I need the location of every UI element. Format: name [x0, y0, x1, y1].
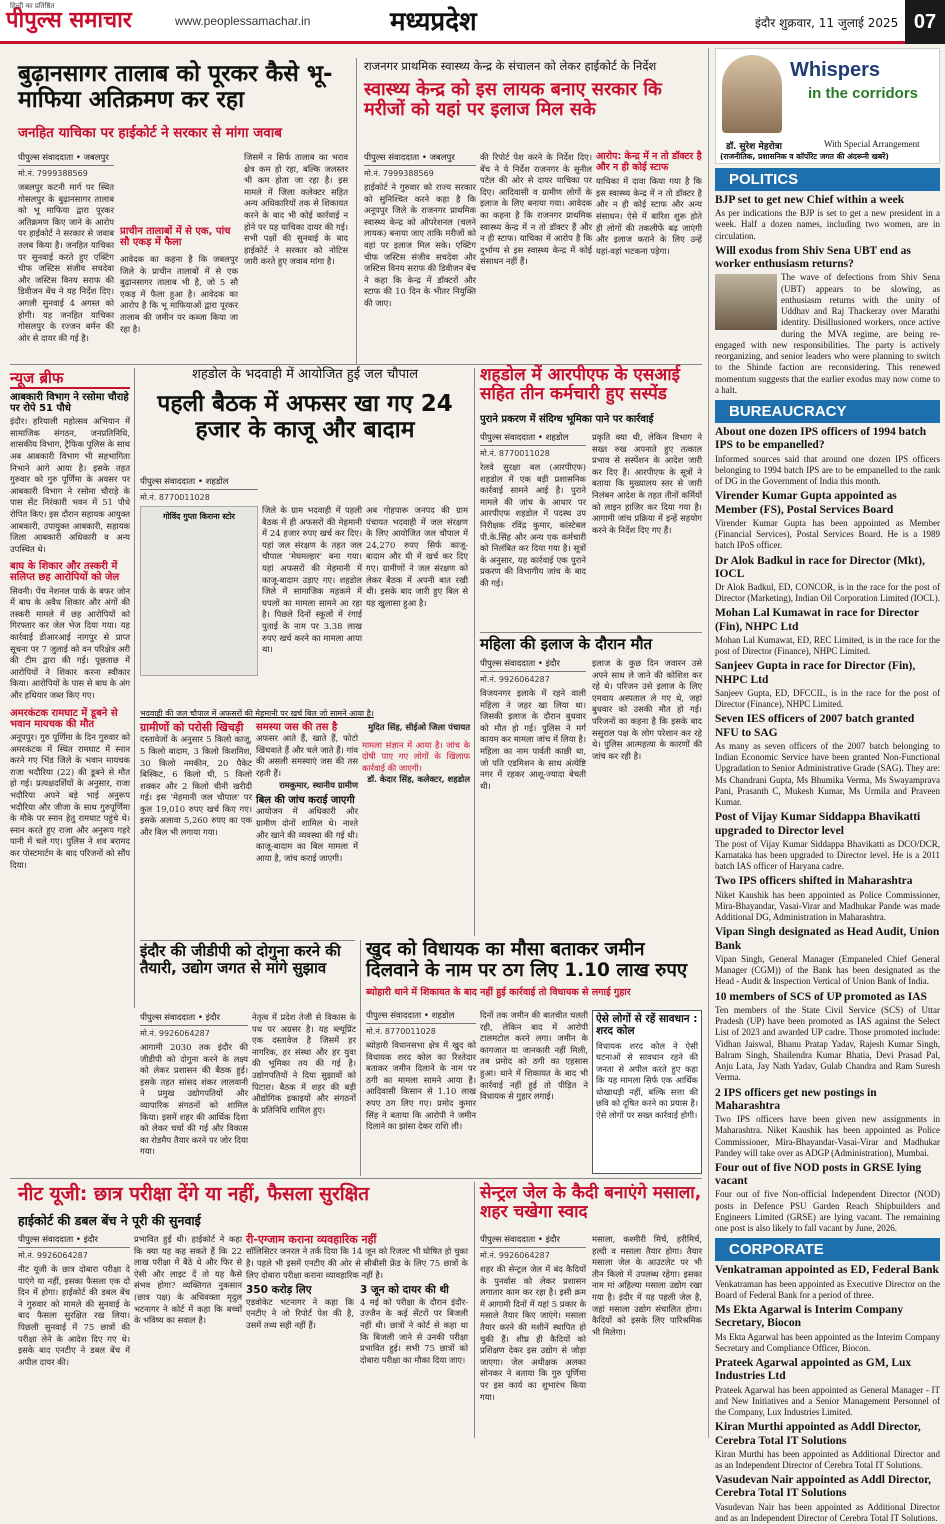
a2-kicker: राजनगर प्राथमिक स्वास्थ्य केन्द्र के संचालन को लेकर हाईकोर्ट के निर्देश [364, 59, 657, 73]
a2-headline: स्वास्थ्य केन्द्र को इस लायक बनाए सरकार कि मरीजों को यहां पर इलाज मिल सके [364, 79, 662, 121]
a8-deck: हाईकोर्ट की डबल बेंच ने पूरी की सुनवाई [18, 1213, 201, 1228]
a5-col1: पीपुल्स संवाददाता • इंदौर मो.नं. 9926064287 विजयनगर इलाके में रहने वाली महिला ने जहर खा लिया था। जिसकी इलाज के दौरान बुधवार को मौत हो गई। पुलिस ने मर्ग कायम कर मामला जांच में लिया है। महिला का नाम पार्वती काछी था, जो पति एडमिशन के साथ अंत्येष्टि नगर में रहकर आशू-ज्यादा बेचती थी। [480, 659, 586, 791]
court-gavel-photo [120, 152, 237, 222]
a6-col1: पीपुल्स संवाददाता • इंदौर मो.नं. 9926064287 आगामी 2030 तक इंदौर की जीडीपी को दोगुना करने के लक्ष्य को लेकर प्रशासन की बैठक हुई। इसके तहत सांसद शंकर लालवानी ने प्रमुख उद्योगपतियों और व्यापारिक संगठनों को शामिल किया। इसमें शहर की आर्थिक दिशा को लेकर चर्चा की गई और विकास का रोडमैप तैयार करने पर जोर दिया गया। [140, 1013, 248, 1157]
a8-col1: पीपुल्स संवाददाता • इंदौर मो.नं. 9926064287 नीट यूजी के छात्र दोबारा परीक्षा दे पाएंगे या नहीं, इसका फैसला एक दो दिन में होगा। हाईकोर्ट की डबल बेंच ने गुरुवार को मामले की सुनवाई के बाद फैसला सुरक्षित रख लिया। पिछली सुनवाई में 75 छात्रों की परीक्षा लेने के आदेश दिए गए थे। इसके बाद एनटीए ने डबल बेंच में अपील दायर की। [18, 1235, 130, 1367]
a3-headline: पहली बैठक में अफसर खा गए 24 हजार के काजू और बादाम [157, 391, 453, 443]
a3-box-khichdi: ग्रामीणों को परोसी खिचड़ी दस्तावेजों के अनुसार 5 किलो काजू, 5 किलो बादाम, 3 किलो किशमिश, 30 किलो नमकीन, 20 पैकेट बिस्किट, 6 किलो घी, 5 किलो शक्कर और 2 किलो चीनी खरीदी गई। इस 'मेहमानी जल चौपाल' पर कुल 19,010 रुपए खर्च किए गए। इसके अलावा 5,260 रुपए का एक और बिल भी लगाया गया। [140, 721, 252, 838]
a5-headline: महिला की इलाज के दौरान मौत [480, 632, 702, 653]
bill-receipt-photo: गोविंद गुप्ता किराना स्टोर [140, 506, 258, 676]
columnist-photo [722, 55, 782, 133]
byline: पीपुल्स संवाददाता • जबलपुर [18, 152, 114, 166]
a7-headline: खुद को विधायक का मौसा बताकर जमीन दिलवाने के नाम पर ठग लिए 1.10 लाख रुपए [366, 939, 688, 981]
a3-col1: पीपुल्स संवाददाता • शहडोल मो.नं. 8770011028 गोविंद गुप्ता किराना स्टोर [140, 476, 258, 706]
a9-col2: मसाला, कश्मीरी मिर्च, हरीमिर्च, हल्दी व मसाला तैयार होगा। तैयार मसाला जेल के आउटलेट पर भी तीन किलो में उपलब्ध रहेगा। इसका नाम मां अहिल्या मसाला उद्योग रखा गया है। इंदौर में यह पहली जेल है, जहां मसाला उद्योग संचालित होगा। कैदियों को इसके लिए पारिश्रमिक भी मिलेगा। [592, 1234, 702, 1337]
masthead [0, 0, 945, 44]
website-url: www.peoplessamachar.in [175, 14, 311, 28]
newspaper-logo: हिन्दी का प्रतिष्ठित पीपुल्स समाचार [6, 2, 132, 33]
section-title: मध्यप्रदेश [390, 7, 477, 37]
a4-headline: शहडोल में आरपीएफ के एसआई सहित तीन कर्मचारी हुए सस्पेंड [480, 365, 681, 405]
a3-col3: अब गोहपारू जनपद की ग्राम पंचायत भदवाही में जल संरक्षण के लिए आयोजित जल चौपाल में 24,270 रुपए सिर्फ काजू-बादाम और घी में खर्च कर दिए गए। ग्रामीणों ने जल संरक्षण को लेकर बैठक में अपनी बात रखी थी। इसके बाद जारी हुए बिल से यह खुलासा हुआ है। [366, 505, 468, 608]
a3-col2: जिले के ग्राम भदवाही में पहली बैठक में ही अफसरों की मेहमानी में 24 हजार रुपए खर्च कर दिए। यहां जल संरक्षण के तहत जल चौपाल 'मेघमल्हार' बना गया। यहां अफसरों की मेहमानी में काजू-बादाम उड़ाए गए। शहडोल जिले में सामाजिक महकमे में घपलों का मामला सामने आ रहा है। पिछले दिनों स्कूलों में रंगाई पुताई के नाम पर 3.38 लाख रुपए खर्च करने का मामला आया था। [262, 505, 362, 655]
a3-box-quotes: समस्या जस की तस है अफसर आते हैं, खाते हैं, फोटो खिंचवाते हैं और चले जाते हैं। गांव की असली समस्याएं जस की तस रहती हैं। रामकुमार, स्थानीय ग्रामीण बिल की जांच कराई जाएगी आयोजन में अधिकारी और ग्रामीण दोनों शामिल थे। नाश्ते और खाने की व्यवस्था की गई थी। काजू-बादाम का बिल मामला में आया है, जांच कराई जाएगी। [256, 722, 358, 863]
a5-col2: इलाज के कुछ दिन जवारन उसे अपने साथ ले जाने की कोशिश कर रहे थे। परिजन उसे इलाज के लिए एमवाय अस्पताल ले गए थे, जहां बुधवार को उसकी मौत हो गई। परिजनों का कहना है कि इसके बाद ससुराल पक्ष के लोग परेशान कर रहे थे। पुलिस आत्महत्या के कारणों की जांच कर रही है। [592, 658, 702, 761]
whispers-title: Whispers [790, 59, 881, 81]
a3-caption: भदवाही की जल चौपाल में अफसरों की मेहमानी पर खर्च बिल जो सामने आया है। [140, 709, 374, 718]
a7-mla-box: ऐसे लोगों से रहें सावधान : शरद कोल विधायक शरद कोल ने ऐसी घटनाओं से सावधान रहने की जनता से अपील करते हुए कहा कि यह मामला सिर्फ एक आर्थिक धोखाधड़ी नहीं, बल्कि सत्ता की छवि को दूषित करने का प्रयास है। ऐसे लोगों पर सख्त कार्रवाई होगी। [592, 1010, 702, 1174]
a1-col3: जिसमें न सिर्फ तालाब का भराव क्षेत्र कम हो रहा, बल्कि जलस्तर भी कम होता जा रहा है। इस मामले में जिला कलेक्टर सहित अन्य अधिकारियों तक से शिकायत करने के बाद भी कोई कार्रवाई न होने पर यह याचिका दायर की गई। सभी पक्षों की सुनवाई के बाद हाईकोर्ट ने सरकार को नोटिस जारी करते हुए जवाब मांगा है। [244, 152, 348, 267]
page-number: 07 [905, 0, 945, 44]
a1-photo-caption: प्राचीन तालाबों में से एक, पांच सौ एकड़ में फैला [120, 226, 231, 249]
a8-col2: प्रभावित हुई थी। हाईकोर्ट ने कहा कि क्या यह कह सकते हैं कि 22 लाख परीक्षा में बैठे थे और फिर से ऐसी और लाइट दें तो यह कैसे संभव होगा? व्यक्तिगत नुकसान (छात्र पक्ष) के अधिवक्ता मृदुल भटनागर ने कोर्ट में कहा कि बच्चों के भविष्य का सवाल है। [134, 1234, 242, 1326]
a1-col1 [18, 152, 114, 362]
columnist-name: डॉ. सुरेश मेहरोत्रा [726, 142, 782, 152]
a1-col2: आवेदक का कहना है कि जबलपुर जिले के प्राचीन तालाबों में से एक बुढ़ानसागर तालाब भी है, जो 5 सौ एकड़ में फैला हुआ है। आवेदक का आरोप है कि भू माफियाओं द्वारा पूरकर तालाब की जमीन पर कब्जा किया जा रहा है। [120, 254, 238, 334]
a7-col1: पीपुल्स संवाददाता • शहडोल मो.नं. 8770011028 ब्योहारी विधानसभा क्षेत्र में खुद को विधायक शरद कोल का रिश्तेदार बताकर जमीन दिलाने के नाम पर ठगी का मामला सामने आया है। आदिवासी किसान से 1.10 लाख रुपए ठग लिए गए। प्रमोद कुमार सिंह ने बताया कि आरोपी ने जमीन दिलाने का झांसा देकर राशि ली। [366, 1011, 476, 1132]
a4-deck: पुराने प्रकरण में संदिग्ध भूमिका पाने पर कार्रवाई [480, 414, 654, 425]
corporate-heading: CORPORATE [715, 1238, 940, 1261]
a2-col2: की रिपोर्ट पेश करने के निर्देश दिए। बेंच ने ये निर्देश राजनगर के सुनील पटेल की ओर से दायर याचिका पर दिए। आदिवासी व ग्रामीण लोगों के इलाज के लिए बनाया गया। आवेदक का कहना है कि राजनगर प्राथमिक स्वास्थ्य केन्द्र में न तो डॉक्टर हैं और न ही स्टाफ। याचिका में आरोप है कि दुर्भाग्य से इस स्वास्थ्य केन्द्र में कोई संसाधन नहीं हैं। [480, 152, 592, 267]
a6-col2: नेतृत्व में प्रदेश तेजी से विकास के पथ पर अग्रसर है। यह ब्ल्यूप्रिंट एक दस्तावेज है जिसमें हर नागरिक, हर संस्था और हर युवा की भूमिका तय की गई है। उद्योगपतियों ने दिया सुझावों को पिटारा। बैठक में शहर की बड़ी औद्योगिक इकाइयों और संगठनों के प्रतिनिधि शामिल हुए। [252, 1012, 356, 1115]
uddhav-photo [715, 274, 777, 330]
a4-col1: पीपुल्स संवाददाता • शहडोल मो.नं. 8770011028 रेलवे सुरक्षा बल (आरपीएफ) शहडोल में एक बड़ी प्रशासनिक कार्रवाई सामने आई है। पुराने मामले की जांच के आधार पर आरपीएफ शहडोल में पदस्थ उप निरीक्षक रविंद्र कुमार, कांस्टेबल पी.के.सिंह और अन्य एक कर्मचारी को निलंबित कर दिया गया है। सूत्रों के अनुसार, यह कार्रवाई एक पुराने प्रकरण की विभागीय जांच के बाद की गई। [480, 433, 586, 588]
whispers-banner [715, 48, 940, 164]
article-text: जबलपुर कटनी मार्ग पर स्थित गोसलपुर के बुढ़ानसागर तालाब को भू माफिया द्वारा पूरकर अतिक्रमण किए जाने के आरोप पर हाईकोर्ट ने सरकार से जवाब तलब किया है। जनहित याचिका पर सुनवाई करते हुए एक्टिंग चीफ जस्टिस संजीव सचदेवा और जस्टिस विनय सराफ की डिवीजन बेंच ने यह निर्देश दिए। अगली सुनवाई 4 अगस्त को होगी। यह जनहित याचिका गोसलपुर के रज्जन बर्मन की ओर से दायर की गई है। [18, 182, 114, 343]
news-brief: न्यूज ब्रीफ आबकारी विभाग ने रसोमा चौराहे पर रोपे 51 पौधे इंदौर। हरियाली महोत्सव अभियान में सामाजिक संगठन, जनप्रतिनिधि, शासकीय विभाग, ट्रैफिक पुलिस के साथ अब आबकारी विभाग भी सहभागिता निभाने आगे आया है। इसके तहत गुरुवार को गुरु पूर्णिमा के अवसर पर आबकारी विभाग ने रसोमा चौराहे के पास सेंट निरंकारी भवन में 51 पौधे रोपित किए। इस दौरान सहायक आयुक्त आबकारी, उपायुक्त आबकारी, सहायक जिला आबकारी अधिकारी व अन्य उपस्थित थे। बाघ के शिकार और तस्करी में सलिप्त छह आरोपियों को जेल सिवनी। पेंच नेशनल पार्क के बफर जोन में बाघ के अवैध शिकार और अंगों की तस्करी मामले में छह आरोपियों को गिरफ्तार कर जेल भेज दिया गया। यह कार्रवाई डीआरआई नागपुर से प्राप्त सूचना पर 7 जुलाई को वन परिक्षेत्र अरी की टीम द्वारा की गई। पूछताछ में आरोपियों ने शिकार करना स्वीकार किया। आरोपियों के पास से बाघ के अंग और हथियार जब्त किए गए। अमरकंटक रामघाट में डूबने से भवान मायचक की मौत अनूपपुर। गुरु पूर्णिमा के दिन गुरुवार को अमरकंटक में स्थित रामघाट में स्नान करने गए भिंड जिले के भवान मायचक राजा भदौरिया (22) की डूबने से मौत हो गई। प्रत्यक्षदर्शियों के अनुसार, राजा भदौरिया अपने बड़े भाई अनुरूप भदौरिया और जीजा के साथ गुरुपूर्णिमा के मौके पर स्नान हेतु रामघाट पहुंचे थे। स्नान करते हुए राजा और अनुरूप गहरे पानी में चले गए। पुलिस ने शव बरामद कर पोस्टमार्टम के बाद परिजनों को सौंप दिया। [10, 369, 130, 870]
mobile: मो.नं. 7999388569 [18, 169, 88, 178]
a3-box-collector: मुदित सिंह, सीईओ जिला पंचायत मामला संज्ञान में आया है। जांच के दोषी पाए गए लोगों के खिलाफ कार्रवाई की जाएगी। डॉ. केदार सिंह, कलेक्टर, शहडोल [362, 722, 470, 785]
a8-boxes: री-एग्जाम कराना व्यवहारिक नहीं सॉलिसिटर जनरल ने तर्क दिया कि 14 जून को रिजल्ट भी घोषित हो चुका है। पहले भी इसमें एनटीए की ओर से सीबीसी फ्रेंड के लिए 75 छात्रों के लिए दोबारा परीक्षा कराना व्यावहारिक नहीं है। 350 करोड़ लिए एडवोकेट भटनागर ने कहा कि एनटीए ने जो रिपोर्ट पेश की है, उसमें तथ्य सही नहीं हैं। 3 जून को दायर की थी 4 मई को परीक्षा के दौरान इंदौर-उज्जैन के कई सेंटरों पर बिजली नहीं थी। छात्रों ने कोर्ट से कहा था कि बिजली जाने से उनकी परीक्षा प्रभावित हुई। सभी 75 छात्रों को दोबारा परीक्षा का मौका दिया जाए। [246, 1233, 468, 1365]
a2-col1: पीपुल्स संवाददाता • जबलपुर मो.नं. 7999388569 हाईकोर्ट ने गुरुवार को राज्य सरकार को सुनिश्चित करने कहा है कि अनूपपुर जिले के राजनगर प्राथमिक स्वास्थ्य केन्द्र को ऑपरेशनल (चलने लायक) बनाया जाए ताकि मरीजों को वहां पर इलाज मिल सके। एक्टिंग चीफ जस्टिस संजीव सचदेवा और जस्टिस विनय सराफ की डिवीजन बेंच ने कहा कि केन्द्र में डॉक्टरों और स्टाफ की 10 दिन के भीतर नियुक्ति की जाए। [364, 153, 476, 308]
a7-col2: दिनों तक जमीन की बातचीत चलती रही, लेकिन बाद में आरोपी टालमटोल करने लगा। जमीन के कागजात या जानकारी नहीं मिली, तब प्रमोद को ठगी का एहसास हुआ। थाने में शिकायत के बाद भी कार्रवाई नहीं हुई तो पीड़ित ने विधायक से गुहार लगाई। [480, 1010, 588, 1102]
a9-headline: सेन्ट्रल जेल के कैदी बनाएंगे मसाला, शहर चखेगा स्वाद [480, 1183, 702, 1223]
arrangement-note: With Special Arrangement [824, 139, 920, 149]
a1-deck: जनहित याचिका पर हाईकोर्ट ने सरकार से मांगा जवाब [18, 125, 282, 141]
sidebar-subtitle: (राजनीतिक, प्रशासनिक व कॉर्पोरेट जगत की अंदरूनी खबरें) [720, 152, 889, 161]
a1-headline: बुढ़ानसागर तालाब को पूरकर कैसे भू- माफिया अतिक्रमण कर रहा [18, 61, 333, 113]
a4-col2: प्रकृति क्या थी, लेकिन विभाग ने सख्त रुख अपनाते हुए तत्काल प्रभाव से सस्पेंशन के आदेश जारी कर दिए हैं। आरपीएफ के सूत्रों ने बताया कि मुख्यालय स्तर से जारी निलंबन आदेश के तहत तीनों कर्मियों को लाइन हाजिर कर दिया गया है। आगामी जांच प्रक्रिया में इन्हें सहयोग करने के निर्देश दिए गए हैं। [592, 432, 702, 535]
whispers-sidebar: Whispers in the corridors डॉ. सुरेश मेहरोत्रा With Special Arrangement (राजनीतिक, प्रशासनिक व कॉर्पोरेट जगत की अंदरूनी खबरें) POLITICS BJP set to get new Chief within a week As per indications the BJP is set to get a new president in a week. Half a dozen names, including two women, are in circulation. Will exodus from Shiv Sena UBT end as worker enthusiasm returns? The wave of defections from Shiv Sena (UBT) appears to be slowing, as enthusiasm returns with the unity of Uddhav and Raj Thackeray over Marathi identity. Disillusioned workers, once active during the MVA regime, are being re-engaged with new responsibilities. The party is actively reorganizing, and senior leaders who were planning to switch to the Shinde faction are reconsidering. This renewed momentum suggests that the earlier exodus may now come to a halt. BUREAUCRACY About one dozen IPS officers of 1994 batch IPS to be empanelled? Informed sources said that around one dozen IPS officers belonging to 1994 batch IPS are to be empanelled to the rank of DG in the Government of India this month. Virender Kumar Gupta appointed as Member (FS), Postal Services Board Virender Kumar Gupta has been appointed as Member (Financial Services), Postal Services Board. He is a 1989 batch IPoS officer. Dr Alok Badkul in race for Director (Mkt), IOCL Dr Alok Badkul, ED, CONCOR, is in the race for the post of Director (Marketing), Indian Oil Corporation Limited (IOCL). Mohan Lal Kumawat in race for Director (Fin), NHPC Ltd Mohan Lal Kumawat, ED, REC Limited, is in the race for the post of Director (Finance), NHPC Limited. Sanjeev Gupta in race for Director (Fin), NHPC Ltd Sanjeev Gupta, ED, DFCCIL, is in the race for the post of Director (Finance), NHPC Limited. Seven IES officers of 2007 batch granted NFU to SAG As many as seven officers of the 2007 batch belonging to Indian Economic Service have been granted Non-Functional Upgradation to Senior Administrative Grade (SAG). They are: Ms Chandrani Gupta, Ms Bhumika Verma, Ms Swayamprava Pani, Prasanth C, Mukesh Kumar, Ms Urmila and Praveen Kumar. Post of Vijay Kumar Siddappa Bhavikatti upgraded to Director level The post of Vijay Kumar Siddappa Bhavikatti as DCO/DCR, Karnataka has been upgraded to Director level. He is a 2011 batch IAS officer of Haryana cadre. Two IPS officers shifted in Maharashtra Niket Kaushik has been appointed as Police Commissioner, Mira-Bhayandar, Vasai-Virar and Madhukar Pande was made Additional DG, Administration in Maharashtra. Vipan Singh designated as Head Audit, Union Bank Vipan Singh, General Manager (Empaneled Chief General Manager (CGM)) of the Bank has been designated as the Head - Audit & Inspection Vertical of Union Bank of India. 10 members of SCS of UP promoted as IAS Ten members of the State Civil Service (SCS) of Uttar Pradesh (UP) have been promoted as IAS against the Select List of 2023 and awarded UP cadre. Those promoted include: Vidhan Jaiswal, Bhanu Pratap Yadav, Rajesh Kumar Singh, Balram Singh, Shailendra Kumar Bhatia, Devi Prasad Pal, Anju Lata, Jay Nath Yadav, Gulab Chandra and Ram Suresh Verma. 2 IPS officers get new postings in Maharashtra Two IPS officers have been given new assignments in Maharashtra. Niket Kaushik has been appointed as Police Commissioner, Mira-Bhayandar-Vasai-Virar and Madhukar Pandey will take over as ADGP (Administration), Mumbai. Four out of five NOD posts in GRSE lying vacant Four out of five Non-official Independent Director (NOD) posts in Defence PSU Garden Reach Shipbuilders and Engineers Limited (GRSE) are lying vacant. The remaining one post is also likely to fall vacant by June, 2026. CORPORATE Venkatraman appointed as ED, Federal Bank Venkatraman has been appointed as Executive Director on the Board of Federal Bank for a period of three. Ms Ekta Agarwal is Interim Company Secretary, Biocon Ms Ekta Agarwal has been appointed as the Interim Company Secretary and Compliance Officer, Biocon. Prateek Agarwal appointed as GM, Lux Industries Ltd Prateek Agarwal has been appointed as General Manager - IT and New Initiatives and a Senior Management Personnel of the Company, Lux Industries Limited. Kiran Murthi appointed as Addl Director, Cerebra Total IT Solutions Kiran Murthi has been appointed as Additional Director and as an Independent Director of Cerebra Total IT Solutions. Vasudevan Nair appointed as Addl Director, Cerebra Total IT Solutions Vasudevan Nair has been appointed as Additional Director and as an Independent Director of Cerebra Total IT Solutions. [708, 48, 940, 1438]
a3-kicker: शहडोल के भदवाही में आयोजित हुई जल चौपाल [191, 367, 419, 382]
a9-col1: पीपुल्स संवाददाता • इंदौर मो.नं. 9926064287 शहर की सेन्ट्रल जेल में बंद कैदियों के पुनर्वास को लेकर प्रशासन लगातार काम कर रहा है। इसी क्रम में आगामी दिनों में यहां 5 प्रकार के मसाले तैयार किए जाएंगे। मसाला तैयार करने की मशीनें स्थापित हो चुकी हैं। शीघ्र ही कैदियों को प्रशिक्षण देकर इस उद्योग से जोड़ा जाएगा। जेल अधीक्षक अलका सोनकर ने बताया कि गुरु पूर्णिमा पर इस कार्य का शुभारंभ किया गया। [480, 1235, 586, 1402]
corridors-title: in the corridors [808, 85, 919, 102]
bureaucracy-heading: BUREAUCRACY [715, 400, 940, 423]
a6-headline: इंदौर की जीडीपी को दोगुना करने की तैयारी, उद्योग जगत से मांगे सुझाव [140, 940, 355, 977]
a7-deck: ब्योहारी थाने में शिकायत के बाद नहीं हुई कार्रवाई तो विधायक से लगाई गुहार [366, 987, 631, 998]
edition-date: इंदौर शुक्रवार, 11 जुलाई 2025 [755, 16, 899, 30]
politics-heading: POLITICS [715, 168, 940, 191]
a8-headline: नीट यूजी: छात्र परीक्षा देंगे या नहीं, फैसला सुरक्षित [18, 1183, 370, 1205]
a2-col3: आरोप: केन्द्र में न तो डॉक्टर है और न ही कोई स्टाफ याचिका में दावा किया गया है कि इस स्वास्थ्य केन्द्र में न तो डॉक्टर है और न ही कोई स्टाफ और अन्य संसाधन। ऐसे में बारिश शुरू होते ही लोगों की तकलीफें बढ़ जाएंगी और इलाज कराने के लिए उन्हें यहां-वहां भटकना पड़ेगा। [596, 151, 702, 256]
